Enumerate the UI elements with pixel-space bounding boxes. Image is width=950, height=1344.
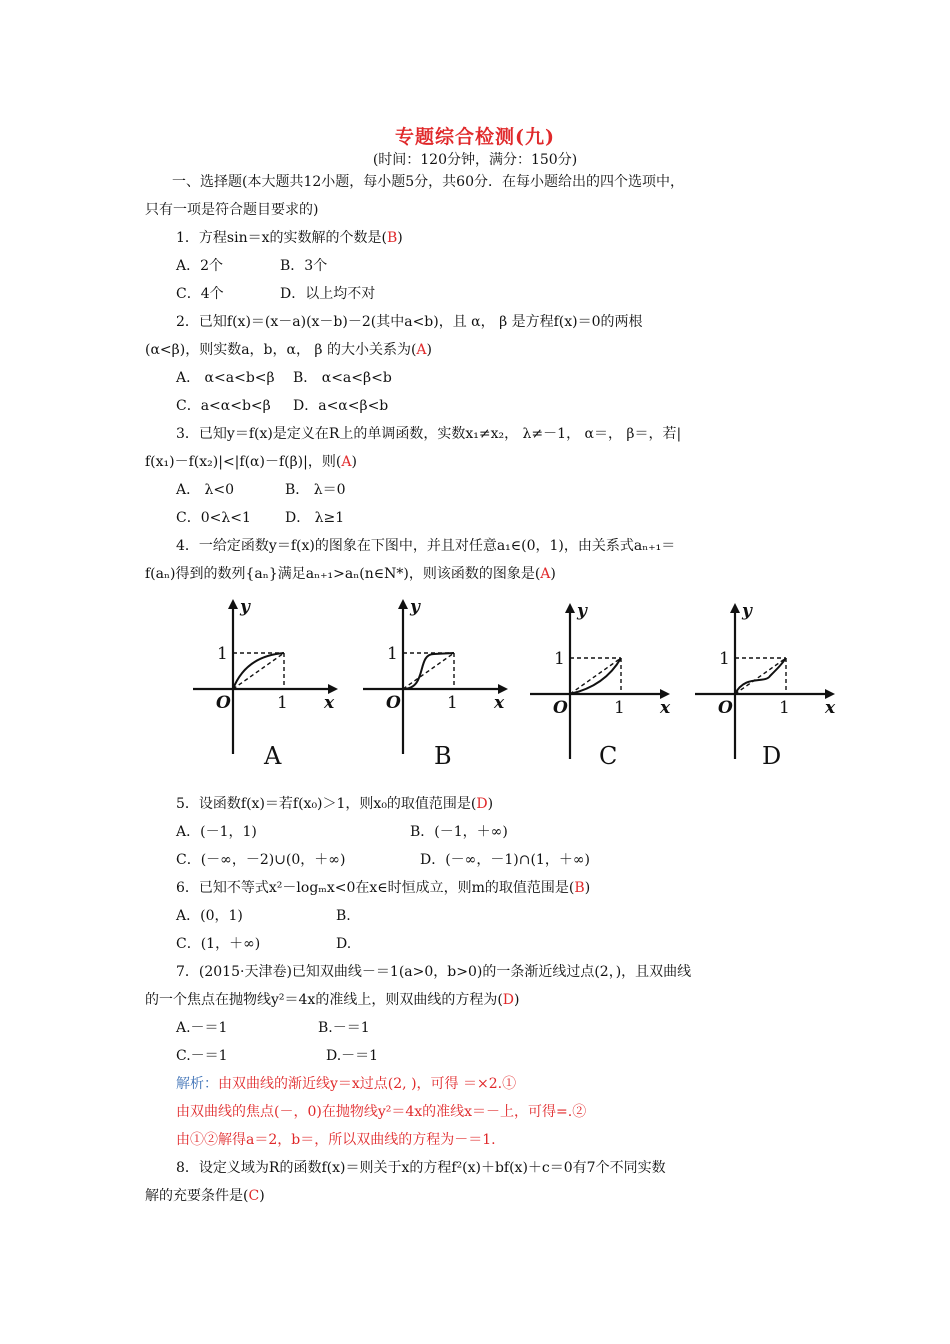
graph-b	[358, 594, 518, 774]
q7-option-c: C.－＝1	[176, 1048, 228, 1064]
origin-label: O	[718, 698, 733, 718]
answer-3: A	[341, 454, 352, 470]
q7-solution-2: 由双曲线的焦点(－，0)在抛物线y²＝4x的准线x＝－上，可得=.②	[176, 1104, 587, 1120]
question-3-cont: f(x₁)－f(x₂)|<|f(α)－f(β)|，则(A)	[145, 454, 357, 470]
q5-option-c: C．(－∞，－2)∪(0，＋∞)	[176, 852, 346, 868]
x-label: x	[660, 698, 671, 718]
question-7: 7．(2015·天津卷)已知双曲线－＝1(a>0，b>0)的一条渐近线过点(2，)，且双曲线	[176, 964, 692, 980]
q5-option-d: D．(－∞，－1)∩(1，＋∞)	[420, 852, 590, 868]
question-8: 8．设定义域为R的函数f(x)＝则关于x的方程f²(x)＋bf(x)＋c＝0有7个不同实数	[176, 1160, 666, 1176]
q6-option-c: C．(1，＋∞)	[176, 936, 261, 952]
q6-option-a: A．(0，1)	[176, 908, 243, 924]
q1-option-b: B．3个	[280, 258, 328, 274]
q7-option-d: D.－＝1	[326, 1048, 379, 1064]
y-one-label: 1	[719, 649, 730, 669]
question-1: 1．方程sin＝x的实数解的个数是(B)	[176, 230, 403, 246]
answer-2: A	[416, 342, 427, 358]
question-3: 3．已知y＝f(x)是定义在R上的单调函数，实数x₁≠x₂， λ≠－1， α＝， β＝，若|	[176, 426, 682, 442]
q7-solution-3: 由①②解得a＝2，b＝，所以双曲线的方程为－＝1.	[176, 1132, 496, 1148]
answer-6: B	[574, 880, 585, 896]
x-one-label: 1	[779, 698, 790, 718]
q7-option-a: A.－＝1	[176, 1020, 228, 1036]
q7-solution-1: 解析：由双曲线的渐近线y＝x过点(2, )，可得 ＝×2.①	[176, 1076, 517, 1092]
graph-caption-d: D	[762, 742, 782, 770]
section-heading-cont: 只有一项是符合题目要求的)	[145, 202, 319, 218]
graph-c	[525, 594, 685, 774]
q3-option-b: B． λ＝0	[285, 482, 346, 498]
section-heading: 一、选择题(本大题共12小题，每小题5分，共60分．在每小题给出的四个选项中，	[172, 174, 684, 190]
q5-option-a: A．(－1，1)	[176, 824, 257, 840]
y-label: y	[410, 597, 420, 617]
y-label: y	[577, 601, 587, 621]
graph-d	[690, 594, 850, 774]
y-arrow-icon	[398, 599, 408, 609]
q7-option-b: B.－＝1	[318, 1020, 370, 1036]
x-label: x	[494, 693, 505, 713]
answer-7: D	[502, 992, 515, 1008]
q3-option-d: D． λ≥1	[285, 510, 345, 526]
y-one-label: 1	[217, 644, 228, 664]
y-arrow-icon	[565, 603, 575, 613]
x-one-label: 1	[447, 693, 458, 713]
graph-a	[188, 594, 348, 774]
question-2: 2．已知f(x)＝(x－a)(x－b)－2(其中a<b)，且 α， β 是方程f(x)＝0的两根	[176, 314, 643, 330]
y-label: y	[742, 601, 752, 621]
solution-label: 解析：	[176, 1076, 218, 1092]
y-one-label: 1	[387, 644, 398, 664]
q3-option-a: A． λ<0	[176, 482, 235, 498]
q6-option-b: B.	[336, 908, 351, 924]
answer-1: B	[386, 230, 398, 246]
y-arrow-icon	[730, 603, 740, 613]
question-6: 6．已知不等式x²－logₘx<0在x∈时恒成立，则m的取值范围是(B)	[176, 880, 591, 896]
question-7-cont: 的一个焦点在抛物线y²＝4x的准线上，则双曲线的方程为(D)	[145, 992, 520, 1008]
page-title: 专题综合检测(九)	[395, 126, 555, 148]
q1-option-d: D．以上均不对	[280, 286, 376, 302]
y-arrow-icon	[228, 599, 238, 609]
origin-label: O	[553, 698, 568, 718]
q1-option-c: C．4个	[176, 286, 224, 302]
graph-caption-b: B	[434, 742, 452, 770]
question-4: 4．一给定函数y＝f(x)的图象在下图中，并且对任意a₁∈(0，1)，由关系式aₙ₊₁＝	[176, 538, 676, 554]
q2-option-c: C．a<α<b<β	[176, 398, 271, 414]
q3-option-c: C．0<λ<1	[176, 510, 251, 526]
graph-caption-a: A	[264, 742, 282, 770]
answer-8: C	[248, 1188, 260, 1204]
x-label: x	[825, 698, 836, 718]
q2-option-b: B． α<a<β<b	[293, 370, 392, 386]
question-5: 5．设函数f(x)＝若f(x₀)＞1，则x₀的取值范围是(D)	[176, 796, 494, 812]
x-one-label: 1	[277, 693, 288, 713]
q5-option-b: B．(－1，＋∞)	[410, 824, 508, 840]
x-one-label: 1	[614, 698, 625, 718]
q2-option-d: D．a<α<β<b	[293, 398, 389, 414]
answer-4: A	[540, 566, 551, 582]
x-label: x	[324, 693, 335, 713]
q2-option-a: A． α<a<b<β	[176, 370, 275, 386]
y-one-label: 1	[554, 649, 565, 669]
graph-caption-c: C	[599, 742, 618, 770]
page-subtitle: (时间：120分钟，满分：150分)	[372, 152, 578, 168]
question-2-cont: (α<β)，则实数a，b，α， β 的大小关系为(A)	[145, 342, 433, 358]
y-label: y	[240, 597, 250, 617]
question-4-cont: f(aₙ)得到的数列{aₙ}满足aₙ₊₁>aₙ(n∈N*)，则该函数的图象是(A)	[145, 566, 556, 582]
origin-label: O	[216, 693, 231, 713]
q6-option-d: D.	[336, 936, 352, 952]
diagonal-line	[233, 653, 284, 689]
question-8-cont: 解的充要条件是(C)	[145, 1188, 265, 1204]
answer-5: D	[476, 796, 488, 812]
q1-option-a: A．2个	[176, 258, 224, 274]
origin-label: O	[386, 693, 401, 713]
